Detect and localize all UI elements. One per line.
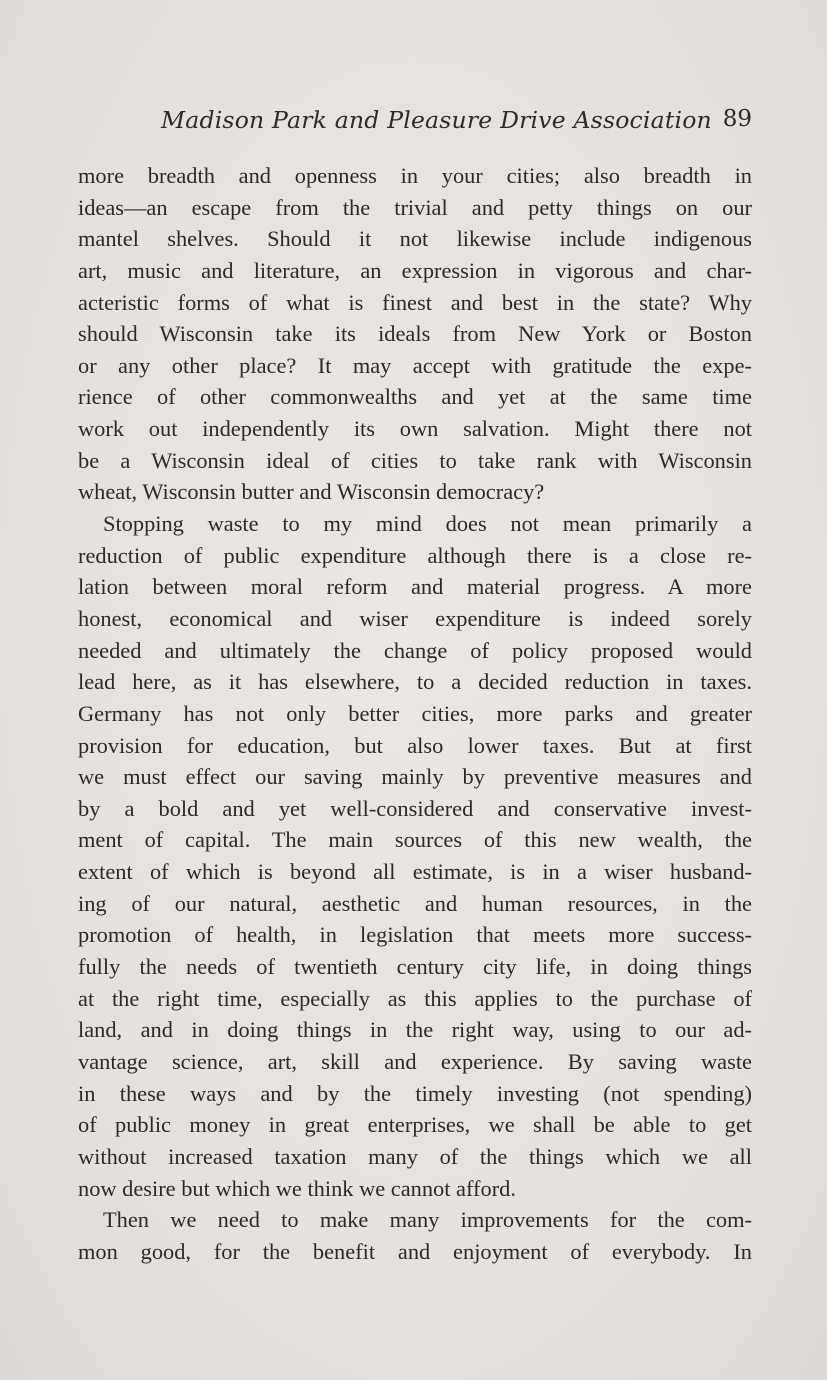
text-line: art, music and literature, an expression in vigorous and char- — [78, 257, 752, 283]
text-line: rience of other commonwealths and yet at the same time — [78, 384, 752, 410]
text-line: Stopping waste to my mind does not mean primarily a — [103, 511, 752, 537]
text-line: Germany has not only better cities, more parks and greater — [78, 700, 752, 726]
page-number: 89 — [722, 106, 752, 132]
text-line: promotion of health, in legislation that meets more success- — [78, 922, 752, 948]
body-text — [78, 160, 752, 1267]
text-line: needed and ultimately the change of policy proposed would — [78, 637, 752, 663]
text-line: extent of which is beyond all estimate, is in a wiser husband- — [78, 859, 752, 885]
text-line: ing of our natural, aesthetic and human resources, in the — [78, 890, 752, 916]
text-line: fully the needs of twentieth century city life, in doing things — [78, 954, 752, 980]
text-line: provision for education, but also lower taxes. But at first — [78, 732, 752, 758]
page-header — [78, 106, 752, 142]
text-line: we must effect our saving mainly by preventive measures and — [78, 764, 752, 790]
paragraph — [78, 508, 752, 1204]
text-line: honest, economical and wiser expenditure is indeed sorely — [78, 605, 752, 631]
text-line: lation between moral reform and material progress. A more — [78, 574, 752, 600]
text-line: at the right time, especially as this applies to the purchase of — [78, 985, 752, 1011]
text-line: now desire but which we think we cannot afford. — [78, 1175, 516, 1201]
text-line: be a Wisconsin ideal of cities to take rank with Wisconsin — [78, 447, 752, 473]
text-line: ideas—an escape from the trivial and petty things on our — [78, 194, 752, 220]
paragraph — [78, 1204, 752, 1267]
running-title: Madison Park and Pleasure Drive Association — [161, 106, 712, 134]
text-line: Then we need to make many improvements for the com- — [103, 1207, 752, 1233]
text-line: lead here, as it has elsewhere, to a decided reduction in taxes. — [78, 669, 752, 695]
text-line: of public money in great enterprises, we shall be able to get — [78, 1112, 752, 1138]
text-line: mantel shelves. Should it not likewise include indigenous — [78, 226, 752, 252]
text-line: by a bold and yet well-considered and conservative invest- — [78, 795, 752, 821]
text-line: without increased taxation many of the things which we all — [78, 1143, 752, 1169]
text-line: land, and in doing things in the right way, using to our ad- — [78, 1017, 752, 1043]
text-line: in these ways and by the timely investing (not spending) — [78, 1080, 752, 1106]
text-line: reduction of public expenditure although there is a close re- — [78, 542, 752, 568]
paragraph — [78, 160, 752, 508]
text-line: should Wisconsin take its ideals from New York or Boston — [78, 321, 752, 347]
text-line: wheat, Wisconsin butter and Wisconsin democracy? — [78, 479, 545, 505]
text-line: or any other place? It may accept with gratitude the expe- — [78, 352, 752, 378]
text-line: mon good, for the benefit and enjoyment of everybody. In — [78, 1238, 752, 1264]
text-line: ment of capital. The main sources of this new wealth, the — [78, 827, 752, 853]
text-line: acteristic forms of what is finest and best in the state? Why — [78, 289, 752, 315]
text-line: work out independently its own salvation. Might there not — [78, 416, 752, 442]
text-line: vantage science, art, skill and experience. By saving waste — [78, 1048, 752, 1074]
text-line: more breadth and openness in your cities; also breadth in — [78, 163, 752, 188]
